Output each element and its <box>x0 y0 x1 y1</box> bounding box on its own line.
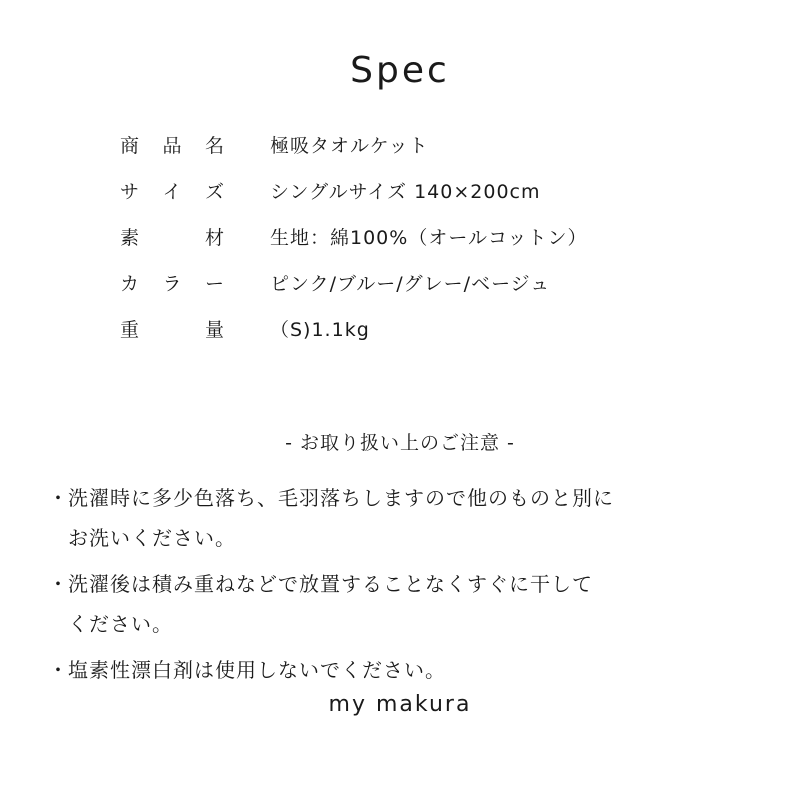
notice-title: - お取り扱い上のご注意 - <box>285 432 515 454</box>
spec-row-weight <box>120 312 720 358</box>
notice-item <box>48 650 768 690</box>
spec-value: （S)1.1kg <box>270 319 370 341</box>
spec-label <box>120 312 224 348</box>
spec-label-char: ー <box>204 273 224 295</box>
spec-row-material <box>120 220 720 266</box>
spec-label-char: 量 <box>204 319 224 341</box>
spec-label <box>120 266 224 302</box>
notice-line: 塩素性漂白剤は使用しないでください。 <box>68 658 446 682</box>
spec-value: 極吸タオルケット <box>270 135 429 157</box>
spec-row-size <box>120 174 720 220</box>
spec-label <box>120 128 224 164</box>
bullet-icon: ・ <box>48 572 69 596</box>
spec-value: 生地：綿100%（オールコットン） <box>270 227 588 249</box>
spec-table <box>120 128 720 358</box>
spec-label-char: サ <box>120 181 140 203</box>
spec-label-char: ラ <box>162 273 182 295</box>
spec-label-char: 品 <box>162 135 182 157</box>
notice-list <box>48 478 768 696</box>
spec-label <box>120 174 224 210</box>
spec-label-char: イ <box>162 181 182 203</box>
spec-value: ピンク/ブルー/グレー/ベージュ <box>270 273 551 295</box>
bullet-icon: ・ <box>48 486 69 510</box>
spec-row-product-name <box>120 128 720 174</box>
notice-item <box>48 478 768 558</box>
bullet-icon: ・ <box>48 658 69 682</box>
spec-row-color <box>120 266 720 312</box>
spec-label-char: 重 <box>120 319 140 341</box>
spec-label-char: 材 <box>204 227 224 249</box>
spec-label-char: 名 <box>204 135 224 157</box>
spec-label <box>120 220 224 256</box>
spec-label-char: 商 <box>120 135 140 157</box>
notice-item <box>48 564 768 644</box>
notice-line: お洗いください。 <box>68 526 236 550</box>
notice-line: 洗濯後は積み重ねなどで放置することなくすぐに干して <box>68 572 593 596</box>
spec-label-char: ズ <box>204 181 224 203</box>
notice-line: 洗濯時に多少色落ち、毛羽落ちしますので他のものと別に <box>68 486 614 510</box>
spec-value: シングルサイズ 140×200cm <box>270 181 541 203</box>
brand-logo: my makura <box>328 692 472 717</box>
notice-line: ください。 <box>68 612 173 636</box>
spec-label-char: カ <box>120 273 140 295</box>
spec-label-char: 素 <box>120 227 140 249</box>
page-title: Spec <box>350 50 450 91</box>
